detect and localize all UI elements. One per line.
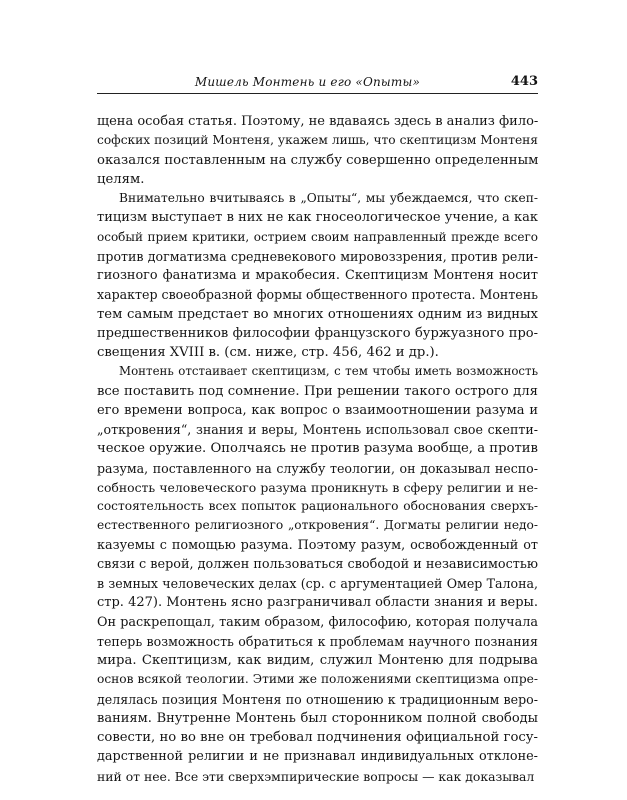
text-line: Он раскрепощал, таким образом, философию, которая получала bbox=[97, 614, 538, 630]
text-line: в земных человеческих делах (ср. с аргументацией Омер Талона, bbox=[97, 576, 538, 591]
text-line: ваниям. Внутренне Монтень был сторонником полной свободы bbox=[97, 710, 538, 726]
text-line: свещения XVIII в. (см. ниже, стр. 456, 462 и др.). bbox=[97, 345, 439, 360]
text-line: Монтень отстаивает скептицизм, с тем чтобы иметь возможность bbox=[119, 364, 538, 379]
text-line: предшественников философии французского буржуазного про- bbox=[97, 325, 538, 341]
text-line: против догматизма средневекового мировоззрения, против рели- bbox=[97, 248, 538, 264]
text-line: состоятельность всех попыток рационального обоснования сверхъ- bbox=[97, 499, 538, 513]
text-line: собность человеческого разума проникнуть в сферу религии и не- bbox=[97, 479, 538, 495]
running-header bbox=[97, 69, 538, 93]
text-line: оказался поставленным на службу совершенно определенным bbox=[97, 152, 539, 168]
text-line: разума, поставленного на службу теологии, он доказывал неспо- bbox=[97, 460, 538, 476]
text-line: щена особая статья. Поэтому, не вдаваясь здесь в анализ фило- bbox=[97, 114, 539, 129]
text-line: делялась позиция Монтеня по отношению к традиционным веро- bbox=[97, 691, 538, 707]
text-line: „откровения“, знания и веры, Монтень использовал свое скепти- bbox=[97, 422, 538, 437]
text-line: ческое оружие. Ополчаясь не против разума вообще, а против bbox=[97, 441, 538, 457]
paragraph bbox=[97, 362, 538, 786]
text-line: софских позиций Монтеня, укажем лишь, что скептицизм Монтеня bbox=[97, 133, 538, 148]
text-line: связи с верой, должен пользоваться свободой и независимостью bbox=[97, 556, 538, 572]
text-line: основ всякой теологии. Этими же положениями скептицизма опре- bbox=[97, 672, 538, 687]
text-line: теперь возможность обратиться к проблемам научного познания bbox=[97, 633, 538, 649]
header-rule bbox=[97, 93, 538, 94]
text-line: целям. bbox=[97, 171, 145, 187]
text-line: стр. 427). Монтень ясно разграничивал области знания и веры. bbox=[97, 595, 538, 611]
text-line: казуемы с помощью разума. Поэтому разум, освобожденный от bbox=[97, 537, 538, 553]
text-line: Внимательно вчитываясь в „Опыты“, мы убеждаемся, что скеп- bbox=[119, 191, 538, 205]
text-line: дарственной религии и не признавал индивидуальных отклоне- bbox=[97, 749, 538, 765]
text-line: совести, но во вне он требовал подчинения официальной госу- bbox=[97, 730, 538, 745]
page-number: 443 bbox=[510, 74, 538, 89]
text-line: характер своеобразной формы общественного протеста. Монтень bbox=[97, 287, 538, 303]
body-text bbox=[97, 112, 538, 786]
text-line: гиозного фанатизма и мракобесия. Скептицизм Монтеня носит bbox=[97, 268, 538, 283]
text-line: особый прием критики, острием своим направленный прежде всего bbox=[97, 229, 538, 244]
paragraph bbox=[97, 189, 538, 362]
text-line: тем самым предстает во многих отношениях одним из видных bbox=[97, 306, 538, 322]
text-line: тицизм выступает в них не как гносеологическое учение, а как bbox=[97, 210, 538, 226]
running-title: Мишель Монтень и его «Опыты» bbox=[194, 75, 420, 89]
paragraph bbox=[97, 112, 538, 189]
text-line: все поставить под сомнение. При решении такого острого для bbox=[97, 383, 538, 399]
text-line: его времени вопроса, как вопрос о взаимоотношении разума и bbox=[97, 402, 538, 418]
text-line: ний от нее. Все эти сверхэмпирические вопросы — как доказывал bbox=[97, 768, 535, 784]
text-line: естественного религиозного „откровения“. Догматы религии недо- bbox=[97, 518, 538, 533]
text-line: мира. Скептицизм, как видим, служил Монтеню для подрыва bbox=[97, 653, 538, 668]
